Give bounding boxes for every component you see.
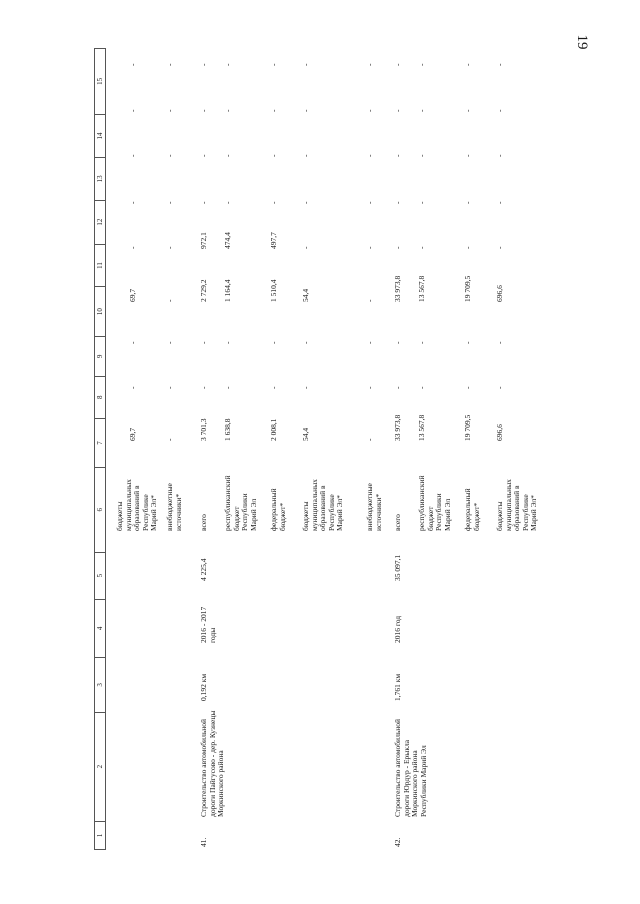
amount-cell: - [365,246,374,249]
amount-cell: - [365,438,374,441]
amount-cell: - [269,201,278,204]
amount-cell: 13 567,8 [417,275,426,302]
amount-cell: - [165,201,174,204]
funding-source-label: республиканский бюджет Республики Марий Эл [223,475,258,531]
amount-cell: - [463,201,472,204]
column-number-4: 4 [94,600,106,658]
funding-source-label: бюджеты муниципальных образований в Республике Марий Эл* [115,479,159,531]
amount-cell: - [301,154,310,157]
amount-cell: 19 709,5 [463,275,472,302]
project-cost: 4 225,4 [199,558,208,581]
amount-cell: 2 729,2 [199,279,208,302]
funding-source-label: федеральный бюджет* [269,488,287,531]
amount-cell: 54,4 [301,288,310,302]
column-number-header [94,48,106,850]
amount-cell: - [165,63,174,66]
project-index: 42. [393,837,402,847]
amount-cell: - [223,201,232,204]
amount-cell: 33 973,8 [393,414,402,441]
amount-cell: - [269,154,278,157]
amount-cell: - [393,109,402,112]
amount-cell: 13 567,8 [417,414,426,441]
amount-cell: - [393,386,402,389]
funding-source-label: внебюджетные источники* [165,483,183,531]
amount-cell: 1 510,4 [269,279,278,302]
amount-cell: - [365,341,374,344]
column-number-1: 1 [94,822,106,850]
amount-cell: - [417,109,426,112]
amount-cell: 19 709,5 [463,414,472,441]
amount-cell: - [199,109,208,112]
page-number: 19 [574,34,590,50]
amount-cell: 33 973,8 [393,275,402,302]
column-number-13: 13 [94,158,106,200]
column-number-11: 11 [94,245,106,287]
amount-cell: - [365,386,374,389]
amount-cell: - [301,201,310,204]
project-period: 2016 - 2017 годы [199,606,217,643]
amount-cell: - [165,438,174,441]
amount-cell: - [301,63,310,66]
amount-cell: - [365,201,374,204]
column-number-2: 2 [94,713,106,822]
amount-cell: 2 008,1 [269,418,278,441]
amount-cell: - [417,154,426,157]
amount-cell: - [463,63,472,66]
amount-cell: 54,4 [301,427,310,441]
amount-cell: 3 701,3 [199,418,208,441]
amount-cell: - [269,386,278,389]
amount-cell: - [365,63,374,66]
amount-cell: - [128,341,137,344]
project-length: 0,192 км [199,673,208,701]
amount-cell: - [128,154,137,157]
amount-cell: - [495,109,504,112]
amount-cell: - [463,386,472,389]
amount-cell: - [393,154,402,157]
amount-cell: 696,6 [495,424,504,441]
amount-cell: - [165,386,174,389]
amount-cell: - [128,246,137,249]
column-number-14: 14 [94,115,106,158]
funding-source-label: всего [393,514,402,531]
amount-cell: 1 164,4 [223,279,232,302]
funding-source-label: всего [199,514,208,531]
column-number-5: 5 [94,553,106,600]
column-number-10: 10 [94,287,106,337]
amount-cell: - [199,201,208,204]
project-length: 1,761 км [393,673,402,701]
amount-cell: - [463,246,472,249]
project-name: Строительство автомобильной дороги Пайгусово - дер. Кузнецы Моркинского района [199,710,226,817]
amount-cell: - [365,154,374,157]
column-number-6: 6 [94,468,106,553]
project-cost: 35 097,1 [393,554,402,581]
funding-source-label: бюджеты муниципальных образований в Республике Марий Эл* [301,479,345,531]
amount-cell: - [417,246,426,249]
amount-cell: - [269,341,278,344]
amount-cell: - [495,246,504,249]
amount-cell: - [495,154,504,157]
amount-cell: 69,7 [128,288,137,302]
amount-cell: - [463,154,472,157]
rotated-table [94,48,542,850]
amount-cell: - [365,299,374,302]
amount-cell: - [417,201,426,204]
amount-cell: - [301,341,310,344]
amount-cell: - [365,109,374,112]
column-number-8: 8 [94,377,106,419]
column-number-3: 3 [94,658,106,713]
amount-cell: - [495,386,504,389]
amount-cell: - [301,246,310,249]
amount-cell: - [417,63,426,66]
amount-cell: - [199,386,208,389]
funding-source-label: федеральный бюджет* [463,488,481,531]
amount-cell: 972,1 [199,232,208,249]
amount-cell: - [165,154,174,157]
amount-cell: - [393,201,402,204]
project-name: Строительство автомобильной дороги Юрдур - Ерыкла Моркинского района Республики Марий Эл [393,718,428,817]
amount-cell: - [463,341,472,344]
amount-cell: - [393,246,402,249]
column-number-7: 7 [94,419,106,468]
amount-cell: - [495,63,504,66]
amount-cell: - [128,63,137,66]
amount-cell: 497,7 [269,232,278,249]
amount-cell: - [128,201,137,204]
amount-cell: - [165,246,174,249]
column-number-15: 15 [94,48,106,115]
amount-cell: - [199,63,208,66]
amount-cell: 69,7 [128,427,137,441]
column-number-12: 12 [94,201,106,245]
amount-cell: - [495,201,504,204]
amount-cell: - [199,341,208,344]
amount-cell: - [223,109,232,112]
amount-cell: - [128,109,137,112]
amount-cell: - [128,386,137,389]
amount-cell: - [223,341,232,344]
amount-cell: - [417,386,426,389]
amount-cell: - [223,386,232,389]
column-number-9: 9 [94,337,106,377]
funding-source-label: бюджеты муниципальных образований в Республике Марий Эл* [495,479,539,531]
amount-cell: - [393,63,402,66]
amount-cell: - [495,341,504,344]
amount-cell: - [417,341,426,344]
amount-cell: - [269,63,278,66]
amount-cell: - [301,109,310,112]
amount-cell: - [223,154,232,157]
amount-cell: - [199,154,208,157]
amount-cell: - [223,63,232,66]
amount-cell: 474,4 [223,232,232,249]
amount-cell: - [165,341,174,344]
amount-cell: 696,6 [495,285,504,302]
project-index: 41. [199,837,208,847]
amount-cell: - [165,299,174,302]
amount-cell: - [301,386,310,389]
amount-cell: - [393,341,402,344]
project-period: 2016 год [393,615,402,643]
amount-cell: - [165,109,174,112]
funding-source-label: внебюджетные источники* [365,483,383,531]
amount-cell: - [269,109,278,112]
funding-source-label: республиканский бюджет Республики Марий Эл [417,475,452,531]
amount-cell: - [463,109,472,112]
amount-cell: 1 638,8 [223,418,232,441]
